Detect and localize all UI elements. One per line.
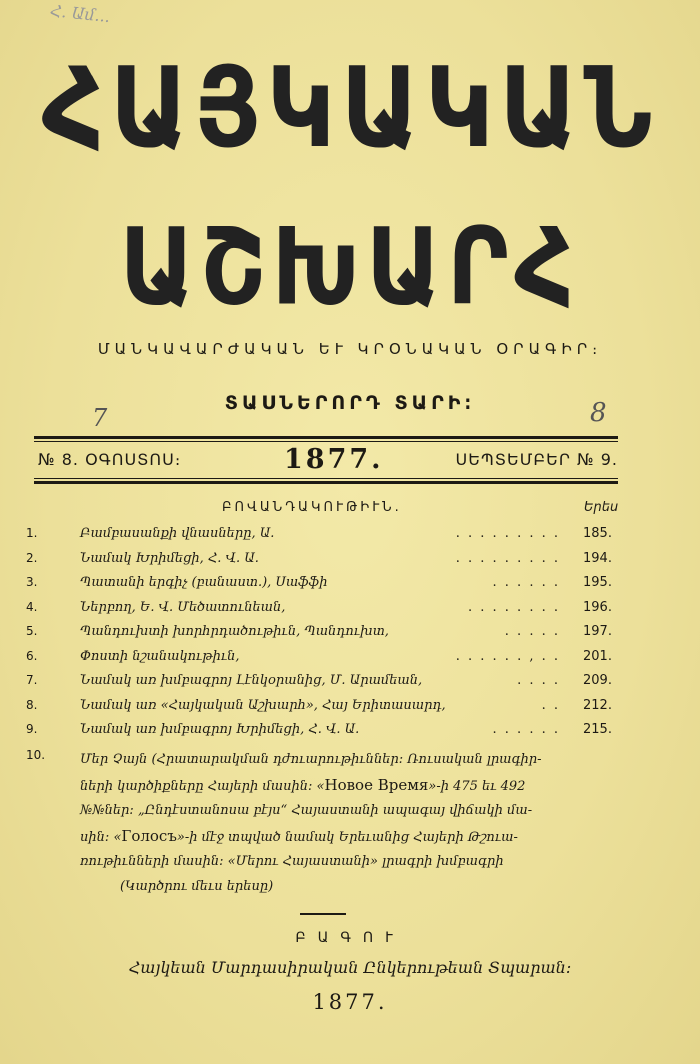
toc-item-number: 9. <box>26 722 38 736</box>
toc-item-title: Փոստի նշանակութիւն, <box>80 648 240 664</box>
title-line-1: ՀԱՅԿԱԿԱՆ <box>41 43 659 173</box>
imprint-press: Հայկեան Մարդասիրական Ընկերութեան Տպարան։ <box>128 958 572 977</box>
toc-item-title: Նամակ առ խմբագրոյ Լէնկօրանից, Մ. Արամեան, <box>80 673 423 688</box>
imprint-city: ԲԱԳՈՒ <box>295 930 405 946</box>
divider <box>300 913 346 915</box>
top-double-rule <box>34 436 618 439</box>
description-line: ռութիւնների մասին։ «Մերու Հայաստանի» լրագրի խմբագրի <box>80 854 504 869</box>
toc-item-number: 6. <box>26 648 38 663</box>
toc-item-number: 3. <box>26 575 38 589</box>
handwritten-issue-right: 8 <box>590 398 607 428</box>
handwritten-note-top: Հ. Ամ... <box>49 0 112 27</box>
toc-leader-dots: . . <box>541 697 560 713</box>
year-label: ՏԱՍՆԵՐՈՐԴ ՏԱՐԻ։ <box>224 392 476 414</box>
issue-number-right: ՍԵՊՏԵՄԲԵՐ № 9. <box>455 450 618 469</box>
toc-item-description <box>80 748 580 899</box>
toc-item-page: 196. <box>583 599 612 615</box>
toc-item-page: 209. <box>583 673 612 688</box>
toc-item-title: Պանդուխտի խորհրդածութիւն, Պանդուխտ, <box>80 624 389 639</box>
newspaper-name: Голосъ <box>121 826 177 845</box>
toc-page-heading: Երես <box>584 500 619 515</box>
toc-item[interactable] <box>0 600 700 625</box>
toc-item-page: 194. <box>583 550 612 566</box>
toc-item-page: 195. <box>583 575 612 590</box>
bottom-double-rule <box>34 481 618 484</box>
toc-item-number: 10. <box>26 748 46 762</box>
toc-item-number: 4. <box>26 599 38 614</box>
toc-item-number: 2. <box>26 550 38 565</box>
toc-leader-dots: . . . . <box>517 673 560 688</box>
toc-item-page: 201. <box>583 648 612 664</box>
toc-item-title: Ներբող, Ե. Վ. Մեծատունեան, <box>80 599 286 615</box>
toc-item-number: 7. <box>26 673 38 687</box>
bottom-double-rule-thin <box>34 478 618 479</box>
toc-item-title: Նամակ Խրիմեցի, Հ. Վ. Ա. <box>80 550 259 566</box>
issue-bar <box>34 444 618 475</box>
top-double-rule-thin <box>34 441 618 442</box>
toc-item[interactable] <box>0 673 700 698</box>
toc-item[interactable] <box>0 698 700 723</box>
toc-leader-dots: . . . . . . , . . <box>455 648 560 664</box>
toc-leader-dots: . . . . . . <box>492 575 560 590</box>
title-line-2: ԱՇԽԱՐՀ <box>119 205 581 330</box>
toc-item[interactable] <box>0 649 700 674</box>
description-line: ների կարծիքները Հայերի մասին։ «Новое Время»-ի 475 եւ 492 <box>80 775 526 794</box>
issue-year: 1877. <box>284 444 384 475</box>
toc-item-number: 8. <box>26 697 38 712</box>
issue-number-left: № 8. ՕԳՈՍՏՈՍ։ <box>38 450 182 469</box>
toc-item[interactable] <box>0 575 700 600</box>
description-line: №№ներ։ „Ընդէստանոսա բէյս“ Հայաստանի ապագայ վիճակի մա- <box>80 803 533 818</box>
description-line: սին։ «Голосъ»-ի մէջ տպված նամակ Երեւանից Հայերի Թշուա- <box>80 826 518 845</box>
toc-item-title: Նամակ առ խմբագրոյ Խրիմեցի, Հ. Վ. Ա. <box>80 722 360 737</box>
toc-leader-dots: . . . . . . . . . <box>455 550 560 566</box>
toc-item-page: 215. <box>583 722 612 737</box>
newspaper-name: Новое Время <box>324 775 429 794</box>
toc-item-number: 5. <box>26 624 38 638</box>
description-line: (Կարծրու մեւս երեսը) <box>120 878 274 894</box>
toc-item[interactable] <box>0 551 700 576</box>
table-of-contents <box>0 526 700 747</box>
toc-leader-dots: . . . . . <box>504 624 560 639</box>
toc-item-title: Բամբասանքի վնասները, Ա. <box>80 526 275 541</box>
toc-item[interactable] <box>0 526 700 551</box>
toc-item-page: 185. <box>583 526 612 541</box>
toc-leader-dots: . . . . . . . . <box>468 599 560 615</box>
toc-title: ԲՈՎԱՆԴԱԿՈՒԹԻՒՆ. <box>222 500 402 515</box>
toc-item[interactable] <box>0 722 700 747</box>
description-line: Մեր Չայն (Հրատարակման դժուարութիւններ։ Ռուսական լրագիր- <box>80 752 542 767</box>
handwritten-issue-left: 7 <box>92 404 108 432</box>
imprint-year: 1877. <box>312 990 388 1014</box>
toc-item-page: 212. <box>583 697 612 713</box>
toc-leader-dots: . . . . . . . . . <box>455 526 560 541</box>
toc-item-title: Նամակ առ «Հայկական Աշխարհ», Հայ Երիտասարդ, <box>80 697 446 713</box>
toc-item[interactable] <box>0 624 700 649</box>
subtitle: ՄԱՆԿԱՎԱՐԺԱԿԱՆ ԵՒ ԿՐՕՆԱԿԱՆ ՕՐԱԳԻՐ։ <box>97 340 603 358</box>
toc-item-title: Պատանի երգիչ (բանաստ.), Սաֆֆի <box>80 575 328 590</box>
toc-item-page: 197. <box>583 624 612 639</box>
toc-leader-dots: . . . . . . <box>492 722 560 737</box>
toc-item-number: 1. <box>26 526 38 540</box>
